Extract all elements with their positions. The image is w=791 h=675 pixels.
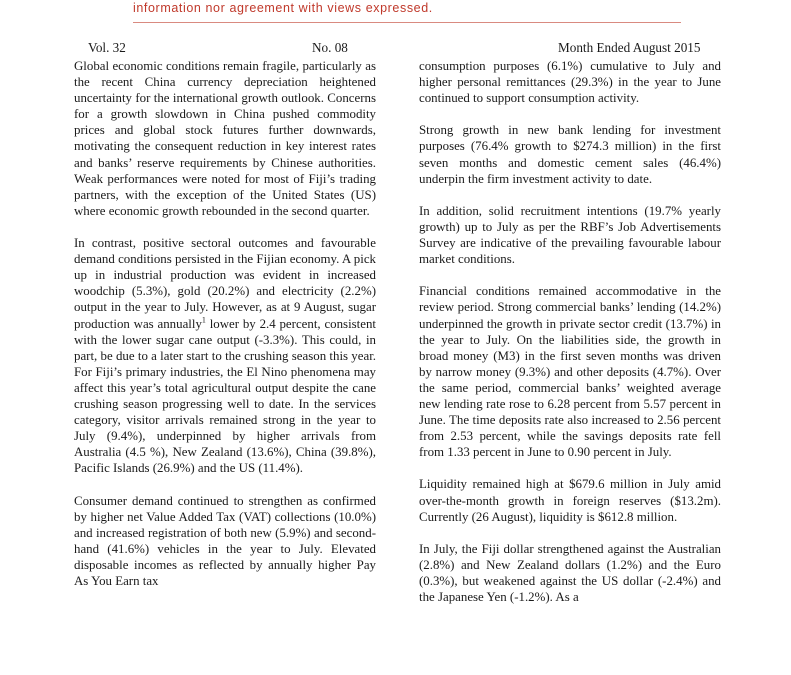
banner-rule xyxy=(133,22,681,23)
left-column xyxy=(74,58,376,605)
issue-number: No. 08 xyxy=(312,40,348,55)
paragraph-labour-market: In addition, solid recruitment intentions (19.7% yearly growth) up to July as per the RBF’s Job Advertisements Survey are indicative of the prevailing favourable labour market conditions. xyxy=(419,203,721,267)
disclaimer-banner xyxy=(133,0,693,26)
paragraph-consumption: consumption purposes (6.1%) cumulative to July and higher personal remittances (29.3%) in the year to June continued to support consumption activity. xyxy=(419,59,721,106)
period-label: Month Ended August 2015 xyxy=(558,40,701,55)
paragraph-investment: Strong growth in new bank lending for investment purposes (76.4% growth to $274.3 million) in the first seven months and domestic cement sales (46.4%) underpin the firm investment activity to date. xyxy=(419,123,721,186)
right-column xyxy=(419,58,721,621)
volume-label: Vol. 32 xyxy=(88,40,126,55)
paragraph-exchange-rate: In July, the Fiji dollar strengthened against the Australian (2.8%) and New Zealand dollars (1.2%) and the Euro (0.3%), but weakened against the US dollar (-2.4%) and the Japanese Yen (-1.2%). As a xyxy=(419,541,721,605)
paragraph-financial-conditions: Financial conditions remained accommodative in the review period. Strong commercial banks’ lending (14.2%) underpinned the growth in private sector credit (13.7%) in the year to July. On the liabilities side, the growth in broad money (M3) in the first seven months was driven by narrow money (9.3%) and other deposits (4.7%). Over the same period, commercial banks’ weighted average new lending rate rose to 6.28 percent from 5.57 percent in June. The time deposits rate also increased to 2.56 percent from 2.53 percent, while the savings deposits rate fell from 1.33 percent in June to 0.90 percent in July. xyxy=(419,284,721,460)
footnote-marker: 1 xyxy=(201,315,206,325)
paragraph-sectoral-outcomes: In contrast, positive sectoral outcomes and favourable demand conditions persisted in the Fijian economy. A pick up in industrial production was evident in increased woodchip (5.3%), gold (20.2%) and electricity (2.2%) output in the year to July. However, as at 9 August, sugar production was annually$^1$ lower by 2.4 percent, consistent with the lower sugar cane output (-3.3%). This could, in part, be due to a later start to the crushing season this year. For Fiji’s primary industries, the El Nino phenomena may affect this year’s total agricultural output despite the cane crushing season progressing well to date. In the services category, visitor arrivals remained strong in the year to July (9.4%), underpinned by higher arrivals from Australia (4.5 %), New Zealand (13.6%), China (39.8%), Pacific Islands (26.9%) and the US (11.4%). xyxy=(74,236,376,476)
paragraph-consumer-demand: Consumer demand continued to strengthen as confirmed by higher net Value Added Tax (VAT) collections (10.0%) and increased registration of both new (5.9%) and second-hand (41.6%) vehicles in the year to July. Elevated disposable incomes as reflected by annually higher Pay As You Earn tax xyxy=(74,493,376,588)
disclaimer-text: information nor agreement with views expressed. xyxy=(133,1,433,15)
paragraph-global-conditions: Global economic conditions remain fragile, particularly as the recent China currency depreciation heightened uncertainty for the international growth outlook. Concerns for a growth slowdown in China pushed commodity prices and global stock futures further downwards, motivating the consequent reduction in key interest rates and banks’ reserve requirements by Chinese authorities. Weak performances were noted for most of Fiji’s trading partners, with the exception of the United States (US) where economic growth rebounded in the second quarter. xyxy=(74,59,376,218)
paragraph-liquidity: Liquidity remained high at $679.6 million in July amid over-the-month growth in foreign reserves ($13.2m). Currently (26 August), liquidity is $612.8 million. xyxy=(419,477,721,524)
